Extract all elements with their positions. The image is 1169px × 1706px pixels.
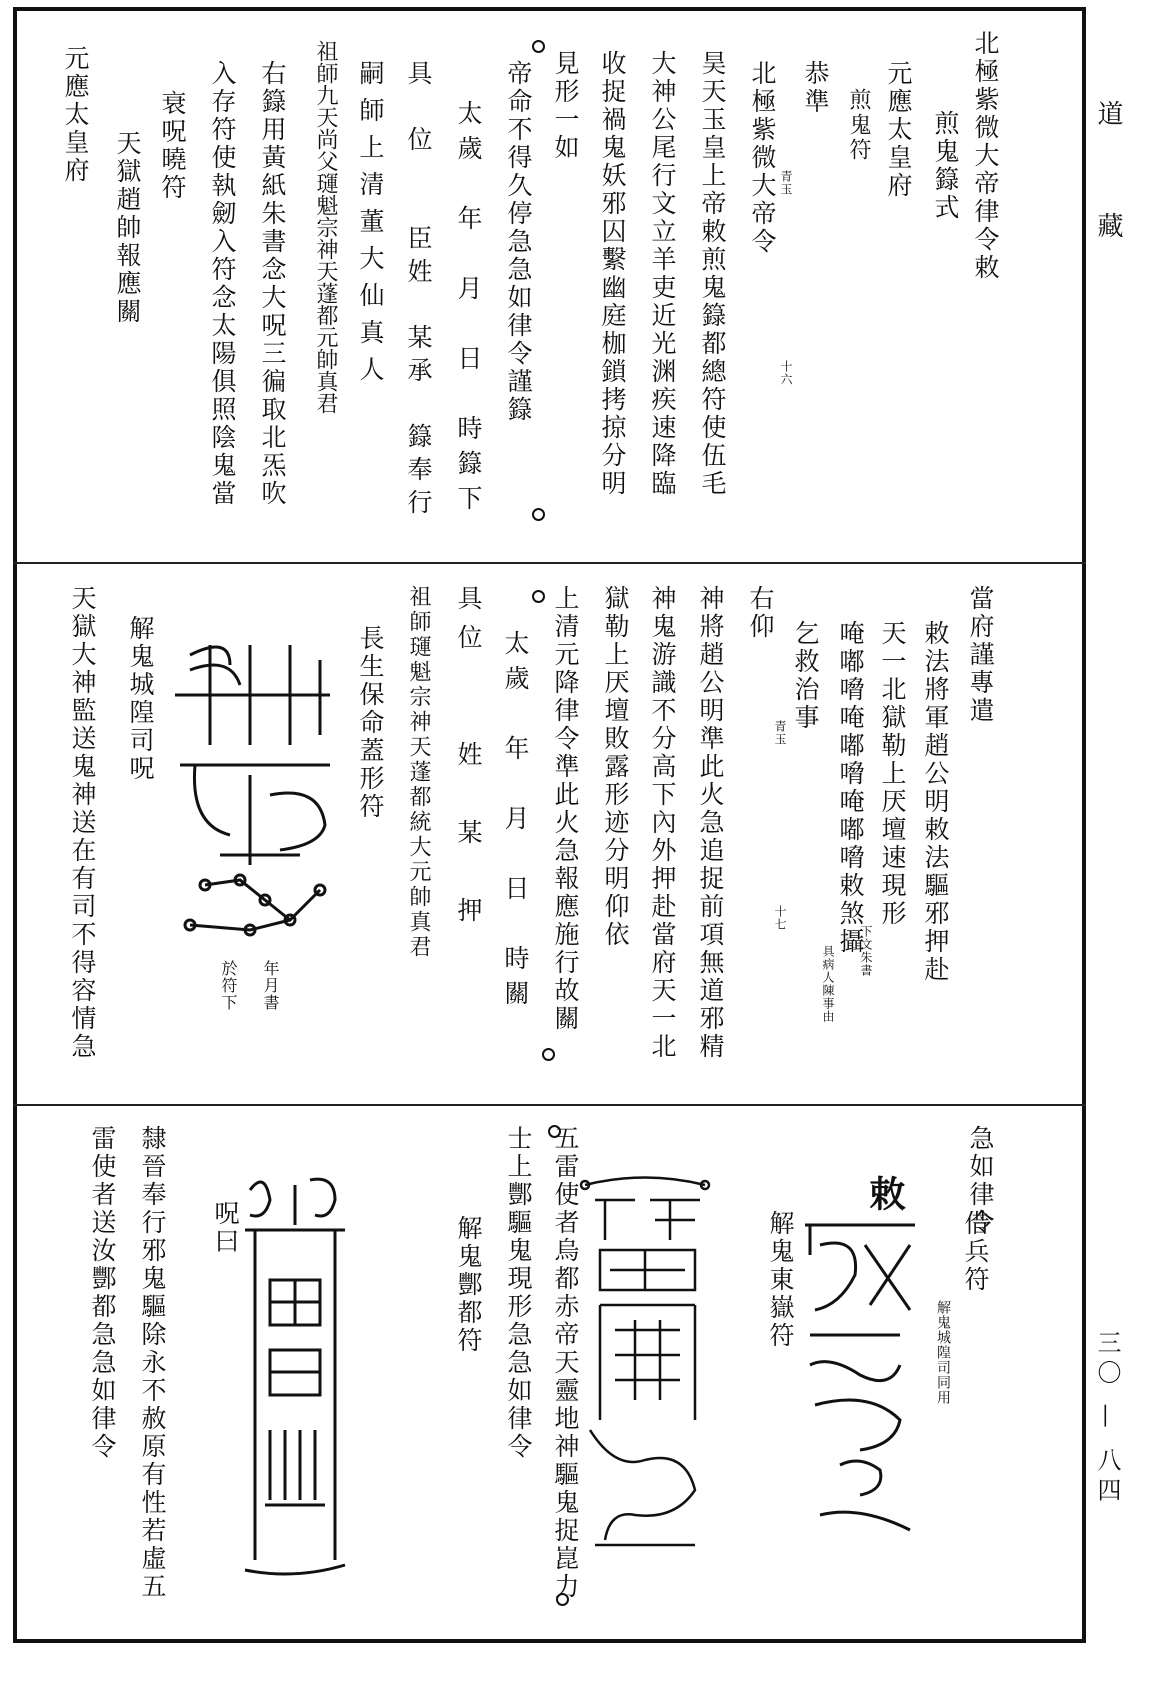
p2-col-09: 獄勒上厌壇敗露形迹分明仰依 — [601, 585, 630, 949]
p2-col-10: 上清元降律令準此火急報應施行故關 — [551, 585, 580, 1033]
p2-talisman-note-1: 年月書 — [261, 960, 280, 1011]
p1-col-08: 大神公尾行文立羊吏近光渊疾速降臨 — [648, 50, 677, 498]
p1-col-12: 太歲 年 月 日 時籙下 — [454, 100, 483, 520]
p2-col-06: 右仰 — [746, 585, 775, 641]
p1-col-02: 煎鬼籙式 — [931, 110, 960, 222]
p2-ring-mark-top — [532, 590, 545, 603]
p2-col-01: 當府謹專遣 — [966, 585, 995, 725]
p2-col-11: 太歲 年 月 日 時關 — [501, 630, 530, 1015]
p2-col-07: 神將趙公明準此火急追捉前項無道邪精 — [696, 585, 725, 1061]
p2-col-12: 具位 姓 某 押 — [454, 585, 483, 936]
p2-col-15: 解鬼城隍司呪 — [126, 615, 155, 783]
p3-col-04: 解鬼城隍司同用 — [935, 1300, 951, 1405]
p2-col-05: 乞救治事 — [791, 620, 820, 732]
p1-col-15: 祖師九天尚父璭魁宗神天蓬都元帥真君 — [313, 40, 338, 414]
p2-col-14: 長生保命蓋形符 — [356, 625, 385, 821]
p2-col-03: 天一北獄勒上厌壇速現形 — [878, 620, 907, 928]
p1-col-09: 收捉禍鬼妖邪囚繫幽庭枷鎖拷掠分明 — [598, 50, 627, 498]
p3-col-11: 雷使者送汝酆都急急如律令 — [88, 1125, 117, 1461]
borrow-troops-talisman — [800, 1215, 920, 1545]
p3-ring-mark-bottom — [556, 1593, 569, 1606]
panel-divider-2 — [13, 1104, 1086, 1106]
p1-col-03: 元應太皇府 — [884, 60, 913, 200]
p1-note-1: 青玉 — [779, 170, 793, 196]
p2-col-13: 祖師璭魁宗神天蓬都統大元帥真君 — [406, 585, 431, 960]
p3-ring-mark-top — [548, 1125, 561, 1138]
p3-col-07: 士上酆驅鬼現形急急如律令 — [504, 1125, 533, 1461]
p3-col-01: 急如律令 — [966, 1125, 995, 1237]
p2-col-02: 敕法將軍趙公明敕法驅邪押赴 — [921, 620, 950, 984]
page-number: 三〇 — 八四 — [1093, 1330, 1121, 1508]
p2-col-08: 神鬼游識不分高下內外押赴當府天一北 — [648, 585, 677, 1061]
p1-col-20: 元應太皇府 — [61, 45, 90, 185]
p1-col-17: 入存符使執劒入符念太陽俱照陰鬼當 — [208, 60, 237, 508]
eastern-peak-talisman — [575, 1170, 715, 1560]
p3-col-10: 隸晉奉行邪鬼驅除永不赦原有性若虛五 — [138, 1125, 167, 1601]
p1-col-10: 見形一如 — [551, 50, 580, 162]
p2-ring-mark-bottom — [542, 1048, 555, 1061]
p2-col-04: 唵嘟嗋唵嘟嗋唵嘟嗋敕煞攝 — [836, 620, 865, 956]
p2-note-2: 十七 — [773, 905, 787, 931]
p3-col-06: 五雷使者烏都赤帝天靈地神驅鬼捉崑力 — [551, 1125, 580, 1601]
p1-col-19: 天獄趙帥報應關 — [113, 130, 142, 326]
p3-col-08: 解鬼酆都符 — [454, 1215, 483, 1355]
longevity-talisman — [170, 625, 340, 955]
p3-col-03: 借兵符 — [961, 1210, 990, 1294]
fengdu-talisman — [235, 1170, 355, 1590]
panel-divider-1 — [13, 562, 1086, 564]
p2-inline-note-1: 下文朱書 — [859, 925, 873, 977]
p1-note-2: 十六 — [779, 360, 793, 386]
p3-col-09: 呪曰 — [211, 1200, 240, 1256]
p3-col-05: 解鬼東嶽符 — [766, 1210, 795, 1350]
p1-ring-mark-bottom — [532, 508, 545, 521]
collection-title: 道 藏 — [1093, 100, 1123, 268]
p1-col-14: 嗣師上清董大仙真人 — [356, 60, 385, 393]
p1-col-06: 北極紫微大帝令 — [748, 60, 777, 256]
p1-col-18: 衰呪曉符 — [158, 90, 187, 202]
p1-col-13: 具 位 臣姓 某承 籙奉行 — [404, 60, 433, 522]
p2-col-16: 天獄大神監送鬼神送在有司不得容情急 — [68, 585, 97, 1061]
p1-col-01: 北極紫微大帝律令敕 — [971, 30, 1000, 282]
p2-talisman-note-2: 於符下 — [219, 960, 238, 1011]
p1-col-11: 帝命不得久停急急如律令謹籙 — [504, 60, 533, 424]
p1-col-05: 恭準 — [801, 60, 830, 116]
p3-col-02: 敕 — [864, 1175, 906, 1214]
p2-inline-note-2: 具病人陳事由 — [821, 945, 835, 1023]
p1-col-16: 右籙用黃紙朱書念大呪三徧取北炁吹 — [258, 60, 287, 508]
p1-ring-mark-top — [532, 40, 545, 53]
p1-col-07: 昊天玉皇上帝敕煎鬼籙都總符使伍毛 — [698, 50, 727, 498]
p2-note-1: 青玉 — [773, 720, 787, 746]
p1-col-04: 煎鬼符 — [846, 88, 871, 163]
